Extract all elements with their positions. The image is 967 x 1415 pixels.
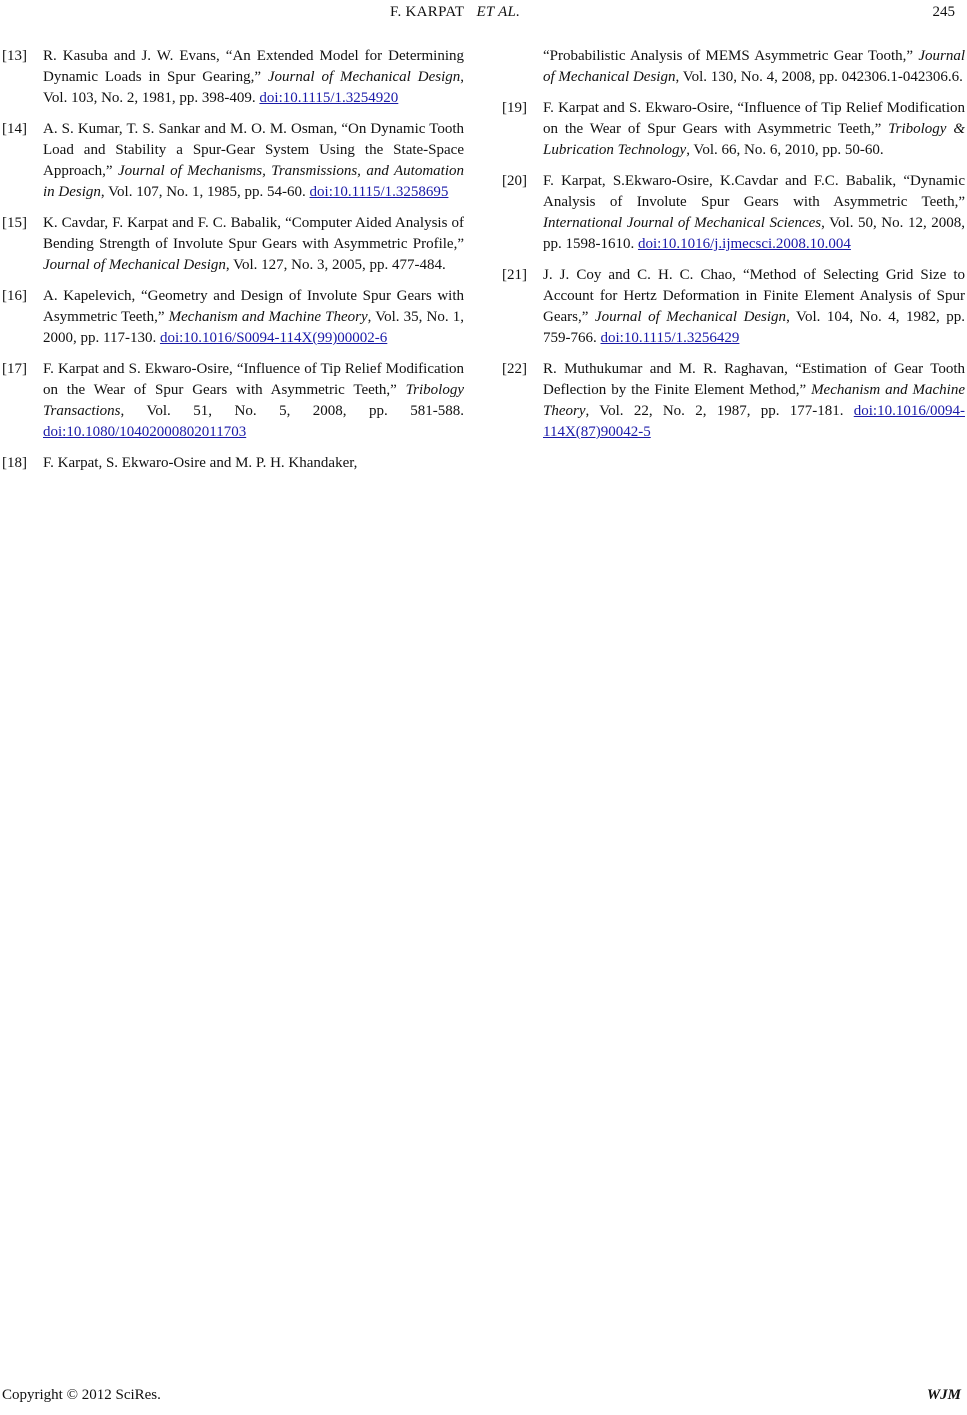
reference-details: , Vol. 22, No. 2, 1987, pp. 177-181. — [585, 403, 854, 419]
reference-number: [14] — [2, 121, 27, 137]
reference-details: , Vol. 127, No. 3, 2005, pp. 477-484. — [225, 257, 446, 273]
reference-number: [15] — [2, 215, 27, 231]
reference-text: A. S. Kumar, T. S. Sankar and M. O. M. Osman, “On Dynamic Tooth Load and Stability a Spur-Gear System Using the State-Space Approach,” — [43, 121, 464, 179]
reference-item — [2, 359, 464, 443]
copyright-notice: Copyright © 2012 SciRes. — [2, 1387, 161, 1403]
reference-text: A. Kapelevich, “Geometry and Design of Involute Spur Gears with Asymmetric Teeth,” — [43, 288, 464, 325]
reference-details: , Vol. 66, No. 6, 2010, pp. 50-60. — [686, 142, 884, 158]
reference-text: F. Karpat, S. Ekwaro-Osire and M. P. H. Khandaker, — [43, 455, 358, 471]
reference-number: [16] — [2, 288, 27, 304]
reference-journal: Tribology Transactions — [43, 382, 464, 419]
reference-details: , Vol. 104, No. 4, 1982, pp. 759-766. — [543, 309, 965, 346]
reference-number: [22] — [502, 361, 527, 377]
reference-text: F. Karpat and S. Ekwaro-Osire, “Influence of Tip Relief Modification on the Wear of Spur Gears with Asymmetric Teeth,” — [43, 361, 464, 398]
reference-item — [502, 98, 965, 161]
reference-number: [21] — [502, 267, 527, 283]
reference-item — [2, 213, 464, 276]
doi-link[interactable]: doi:10.1115/1.3256429 — [600, 330, 740, 346]
reference-details: , Vol. 130, No. 4, 2008, pp. 042306.1-042306.6. — [675, 69, 963, 85]
reference-item — [502, 171, 965, 255]
reference-journal: Mechanism and Machine Theory — [168, 309, 368, 325]
reference-text: J. J. Coy and C. H. C. Chao, “Method of Selecting Grid Size to Account for Hertz Deformation in Finite Element Analysis of Spur Gears,” — [543, 267, 965, 325]
page-footer — [0, 1387, 967, 1407]
references-right-column — [502, 46, 965, 453]
reference-item — [2, 46, 464, 109]
running-head — [390, 4, 520, 21]
reference-details: , Vol. 107, No. 1, 1985, pp. 54-60. — [100, 184, 310, 200]
reference-journal: Journal of Mechanical Design — [594, 309, 787, 325]
reference-text: “Probabilistic Analysis of MEMS Asymmetric Gear Tooth,” — [543, 48, 919, 64]
reference-text: F. Karpat, S.Ekwaro-Osire, K.Cavdar and F.C. Babalik, “Dynamic Analysis of Involute Spur Gears with Asymmetric Teeth,” — [543, 173, 965, 210]
doi-link[interactable]: doi:10.1016/S0094-114X(99)00002-6 — [159, 330, 388, 346]
reference-item-continued — [502, 46, 965, 88]
reference-journal: Journal of Mechanical Design — [43, 257, 226, 273]
reference-item — [2, 286, 464, 349]
reference-item — [2, 453, 464, 474]
running-head-author: F. KARPAT — [390, 4, 465, 20]
reference-number: [18] — [2, 455, 27, 471]
reference-item — [502, 265, 965, 349]
reference-journal: Mechanism and Machine Theory — [543, 382, 965, 419]
running-head-etal: ET AL. — [476, 4, 521, 20]
reference-details: , Vol. 35, No. 1, 2000, pp. 117-130. — [43, 309, 465, 346]
doi-link[interactable]: doi:10.1016/0094-114X(87)90042-5 — [543, 403, 965, 440]
reference-item — [502, 359, 965, 443]
reference-journal: Journal of Mechanical Design — [267, 69, 461, 85]
reference-journal: Tribology & Lubrication Technology — [543, 121, 965, 158]
page-header — [0, 4, 967, 24]
doi-link[interactable]: doi:10.1115/1.3254920 — [259, 90, 399, 106]
reference-text: F. Karpat and S. Ekwaro-Osire, “Influence of Tip Relief Modification on the Wear of Spur Gears with Asymmetric Teeth,” — [543, 100, 965, 137]
reference-number: [19] — [502, 100, 527, 116]
references-left-column — [2, 46, 464, 484]
doi-link[interactable]: doi:10.1080/10402000802011703 — [43, 424, 247, 440]
reference-number: [13] — [2, 48, 27, 64]
reference-number: [20] — [502, 173, 527, 189]
doi-link[interactable]: doi:10.1115/1.3258695 — [309, 184, 449, 200]
reference-details: , Vol. 50, No. 12, 2008, pp. 1598-1610. — [543, 215, 965, 252]
reference-text: R. Kasuba and J. W. Evans, “An Extended Model for Determining Dynamic Loads in Spur Gearing,” — [43, 48, 464, 85]
reference-text: R. Muthukumar and M. R. Raghavan, “Estimation of Gear Tooth Deflection by the Finite Element Method,” — [543, 361, 965, 398]
journal-abbreviation: WJM — [926, 1387, 961, 1403]
doi-link[interactable]: doi:10.1016/j.ijmecsci.2008.10.004 — [638, 236, 851, 252]
reference-journal: Journal of Mechanical Design — [543, 48, 965, 85]
reference-journal: Journal of Mechanisms, Transmissions, and Automation in Design — [43, 163, 464, 200]
reference-text: K. Cavdar, F. Karpat and F. C. Babalik, “Computer Aided Analysis of Bending Strength of Involute Spur Gears with Asymmetric Profile,” — [43, 215, 464, 252]
reference-details: , Vol. 51, No. 5, 2008, pp. 581-588. — [120, 403, 464, 419]
reference-item — [2, 119, 464, 203]
reference-journal: International Journal of Mechanical Sciences — [543, 215, 822, 231]
reference-details: , Vol. 103, No. 2, 1981, pp. 398-409. — [43, 69, 464, 106]
reference-number: [17] — [2, 361, 27, 377]
page-number: 245 — [932, 4, 955, 20]
